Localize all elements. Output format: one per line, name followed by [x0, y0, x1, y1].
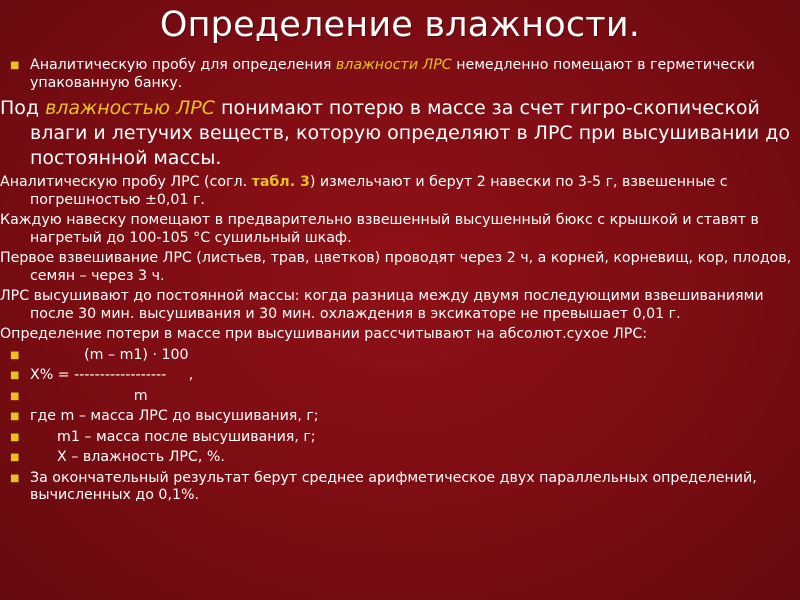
- paragraph-text: За окончательный результат берут среднее арифметическое двух параллельных определений, вычисленных до 0,1%.: [30, 469, 757, 503]
- formula-denominator-line: [0, 388, 798, 406]
- formula-numerator-line: [0, 347, 798, 365]
- paragraph-moisture-definition: [0, 96, 798, 171]
- definition-text: где m – масса ЛРС до высушивания, г;: [30, 408, 319, 424]
- paragraph-constant-mass: ЛРС высушивают до постоянной массы: когда разница между двумя последующими взвешиваниями после 30 мин. высушивания и 30 мин. охлаждения в эксикаторе не превышает 0,01 г.: [0, 288, 764, 322]
- square-bullet-icon: ■: [10, 349, 20, 361]
- paragraph-text: понимают потерю в массе за счет гигро-скопической влаги и летучих веществ, которую определяют в ЛРС при высушивании до постоянной массы.: [30, 97, 790, 169]
- paragraph-text: ) измельчают и берут 2 навески по 3-5 г, взвешенные с погрешностью ±0,01 г.: [30, 174, 728, 208]
- definition-text: m1 – масса после высушивания, г;: [30, 428, 316, 445]
- paragraph-sample-grinding: [0, 174, 798, 209]
- square-bullet-icon: ■: [10, 60, 20, 71]
- square-bullet-icon: ■: [10, 390, 20, 402]
- highlight-term: влажностью ЛРС: [45, 97, 215, 119]
- formula-main-line: [0, 367, 798, 385]
- slide-body: [0, 54, 798, 505]
- table-reference: табл. 3: [251, 174, 310, 190]
- paragraph-first-weighing: Первое взвешивание ЛРС (листьев, трав, цветков) проводят через 2 ч, а корней, корневищ, кор, плодов, семян – через 3 ч.: [0, 250, 792, 284]
- paragraph-final-result: [0, 470, 798, 505]
- definition-x: [0, 449, 798, 467]
- paragraph-text: Аналитическую пробу ЛРС (согл.: [0, 174, 252, 190]
- formula-numerator: (m – m1) · 100: [30, 346, 189, 363]
- paragraph-text: немедленно помещают в герметически упакованную банку.: [30, 57, 755, 91]
- square-bullet-icon: ■: [10, 452, 20, 463]
- definition-m: [0, 408, 798, 426]
- paragraph-text: Аналитическую пробу для определения: [30, 57, 336, 73]
- slide-title: Определение влажности.: [159, 5, 641, 45]
- highlight-term: влажности ЛРС: [335, 57, 452, 73]
- square-bullet-icon: ■: [10, 411, 20, 422]
- paragraph-sample-storage: [0, 57, 798, 92]
- formula-denominator: m: [30, 387, 148, 404]
- paragraph-calculation-intro: Определение потери в массе при высушивании рассчитывают на абсолют.сухое ЛРС:: [0, 326, 648, 342]
- formula-main: X% = ------------------ ,: [30, 367, 194, 383]
- square-bullet-icon: ■: [10, 370, 20, 381]
- square-bullet-icon: ■: [10, 431, 20, 443]
- paragraph-text: Под: [0, 97, 46, 119]
- square-bullet-icon: ■: [10, 472, 20, 484]
- definition-m1: [0, 429, 798, 447]
- paragraph-drying-oven: Каждую навеску помещают в предварительно взвешенный высушенный бюкс с крышкой и ставят в нагретый до 100-105 °С сушильный шкаф.: [0, 212, 759, 246]
- definition-text: X – влажность ЛРС, %.: [30, 449, 225, 465]
